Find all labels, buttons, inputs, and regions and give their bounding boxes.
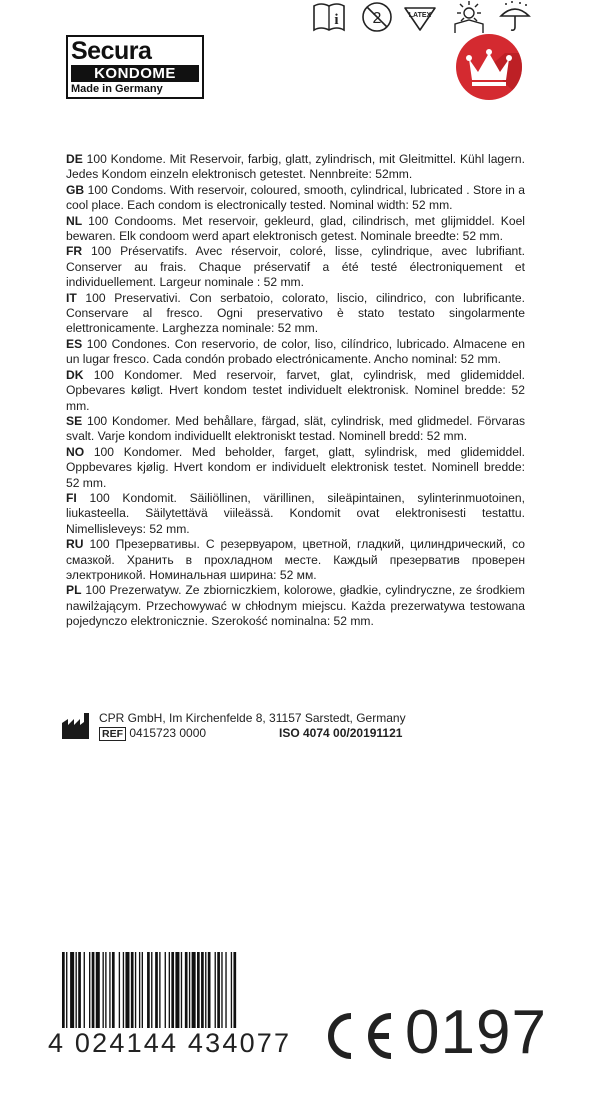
barcode-bar xyxy=(171,952,174,1028)
barcode-bar xyxy=(142,952,143,1028)
barcode-bar xyxy=(66,952,67,1028)
ce-mark xyxy=(317,1008,397,1064)
description-de xyxy=(66,152,525,183)
description-text: 100 Préservatifs. Avec réservoir, coloré, lisse, cylindrique, avec lubrifiant. Conserver au frais. Chaque préservatif a été testé électroniquement et individuellement. Largeur nominale : 52 mm. xyxy=(66,244,525,290)
barcode-bar xyxy=(139,952,140,1028)
barcode-bar xyxy=(159,952,160,1028)
barcode-bar xyxy=(123,952,124,1028)
language-code: SE xyxy=(66,413,83,428)
barcode-bar xyxy=(135,952,136,1028)
barcode-bar xyxy=(192,952,196,1028)
latex-icon xyxy=(403,0,437,34)
barcode-bar xyxy=(112,952,115,1028)
barcode-bar xyxy=(84,952,85,1028)
description-text: 100 Prezerwatyw. Ze zbiorniczkiem, kolorowe, gładkie, cylindryczne, ze środkiem nawilżającym. Przechowywać w chłodnym miejscu. Każda prezerwatywa testowana pojedynczo elektronicznie. Szerokość nominalna: 52 mm. xyxy=(66,583,525,629)
ref-row xyxy=(99,726,206,740)
description-text: 100 Kondomer. Med beholder, farget, glatt, sylindrisk, med glidemiddel. Oppbevares kjølig. Hvert kondom er individuelt elektronisk testet. Nominell bredde: 52 mm. xyxy=(66,444,525,490)
ref-label: REF xyxy=(99,727,126,741)
barcode-bar xyxy=(197,952,200,1028)
svg-text:i: i xyxy=(334,12,339,28)
description-text: 100 Preservativi. Con serbatoio, colorato, liscio, cilindrico, con lubrificante. Conservare al fresco. Ogni preservativo è stato testato singolarmente elettronicamente. Larghezza nominale: 52 mm. xyxy=(66,290,525,336)
description-fr xyxy=(66,244,525,290)
barcode-digits: 4 024144 434077 xyxy=(48,1028,292,1058)
barcode-bar xyxy=(103,952,104,1028)
description-es xyxy=(66,337,525,368)
barcode-bar xyxy=(165,952,166,1028)
barcode-bar xyxy=(233,952,236,1028)
barcode-bar xyxy=(175,952,179,1028)
barcode-bar xyxy=(221,952,222,1028)
logo-sub: KONDOME xyxy=(71,65,199,82)
barcode-bar xyxy=(119,952,120,1028)
language-code: PL xyxy=(66,583,82,598)
barcode-bar xyxy=(78,952,81,1028)
language-code: IT xyxy=(66,290,77,305)
svg-text:2: 2 xyxy=(372,10,382,27)
ean-barcode xyxy=(62,952,284,1028)
language-code: DE xyxy=(66,152,83,166)
barcode-bar xyxy=(215,952,216,1028)
multilingual-description xyxy=(66,152,525,630)
description-text: 100 Kondomer. Med behållare, färgad, slät, cylindrisk, med glidmedel. Förvaras svalt. Varje kondom individuellt elektroniskt testad. Nominell bredd: 52 mm. xyxy=(66,413,525,444)
do-not-reuse-icon xyxy=(360,0,394,34)
description-text: 100 Kondomer. Med reservoir, farvet, glat, cylindrisk, med glidemiddel. Opbevares køligt. Hvert kondom testet individuelt elektronisk. Nominel bredde: 52 mm. xyxy=(66,367,525,413)
description-no xyxy=(66,445,525,491)
secura-logo xyxy=(66,35,204,99)
description-text: 100 Kondomit. Säiliöllinen, värillinen, sileäpintainen, sylinterinmuotoinen, liukasteella. Säilytettävä viileässä. Kondomit ovat elektronisesti testattu. Nimellisleveys: 52 mm. xyxy=(66,490,525,536)
ref-value: 0415723 0000 xyxy=(126,726,207,740)
language-code: FR xyxy=(66,244,83,259)
barcode-bar xyxy=(151,952,152,1028)
language-code: FI xyxy=(66,490,77,505)
iso-standard: ISO 4074 00/20191121 xyxy=(279,726,403,740)
language-code: ES xyxy=(66,336,83,351)
description-fi xyxy=(66,491,525,537)
description-text: 100 Condones. Con reservorio, de color, liso, cilíndrico, lubricado. Almacene en un lugar fresco. Cada condón probado electrónicamente. Ancho nominal: 52 mm. xyxy=(66,336,525,367)
keep-away-from-sunlight-icon xyxy=(452,0,486,34)
barcode-bar xyxy=(189,952,190,1028)
barcode-bar xyxy=(225,952,226,1028)
description-dk xyxy=(66,368,525,414)
language-code: RU xyxy=(66,537,84,552)
description-text: 100 Condooms. Met reservoir, gekleurd, glad, cilindrisch, met glijmiddel. Koel bewaren. Elk condoom werd apart elektronisch getest. Nominale breedte: 52 mm. xyxy=(66,213,525,244)
barcode-bar xyxy=(62,952,65,1028)
description-ru xyxy=(66,537,525,583)
barcode-bar xyxy=(125,952,129,1028)
language-code: NO xyxy=(66,444,85,459)
barcode-bar xyxy=(169,952,170,1028)
barcode-bar xyxy=(181,952,182,1028)
keep-dry-umbrella-icon xyxy=(498,0,532,34)
barcode-bar xyxy=(147,952,150,1028)
description-gb xyxy=(66,183,525,214)
svg-text:LATEX: LATEX xyxy=(408,12,432,19)
language-code: GB xyxy=(66,182,85,197)
barcode-bar xyxy=(185,952,188,1028)
barcode-bar xyxy=(70,952,74,1028)
description-pl xyxy=(66,583,525,629)
barcode-bar xyxy=(105,952,106,1028)
barcode-bar xyxy=(92,952,95,1028)
barcode-bar xyxy=(89,952,90,1028)
language-code: NL xyxy=(66,213,83,228)
barcode-bar xyxy=(217,952,220,1028)
barcode-bar xyxy=(96,952,100,1028)
barcode-bar xyxy=(76,952,77,1028)
description-text: 100 Condoms. With reservoir, coloured, smooth, cylindrical, lubricated . Store in a cool place. Each condom is electronically tested. Nominal width: 52 mm. xyxy=(66,182,525,213)
description-text: 100 Kondome. Mit Reservoir, farbig, glatt, zylindrisch, mit Gleitmittel. Kühl lagern. Jedes Kondom einzeln elektronisch getestet. Nennbreite: 52mm. xyxy=(66,152,525,182)
barcode-bar xyxy=(131,952,134,1028)
instructions-book-icon xyxy=(312,0,346,34)
logo-brand: Secura xyxy=(71,37,152,65)
barcode-bar xyxy=(205,952,206,1028)
description-se xyxy=(66,414,525,445)
logo-tagline: Made in Germany xyxy=(71,83,163,95)
language-code: DK xyxy=(66,367,84,382)
manufacturer-address: CPR GmbH, Im Kirchenfelde 8, 31157 Sarstedt, Germany xyxy=(99,711,406,725)
description-nl xyxy=(66,214,525,245)
barcode-bar xyxy=(109,952,110,1028)
crown-icon xyxy=(455,33,523,101)
description-text: 100 Презервативы. С резервуаром, цветной, гладкий, цилиндрический, со смазкой. Хранить в прохладном месте. Каждый презерватив проверен электроникой. Номинальная ширина: 52 мм. xyxy=(66,537,525,582)
description-it xyxy=(66,291,525,337)
barcode-bar xyxy=(201,952,204,1028)
barcode-bar xyxy=(155,952,158,1028)
barcode-bar xyxy=(231,952,232,1028)
factory-icon xyxy=(62,713,92,739)
barcode-bar xyxy=(208,952,211,1028)
notified-body-number: 0197 xyxy=(405,998,547,1067)
